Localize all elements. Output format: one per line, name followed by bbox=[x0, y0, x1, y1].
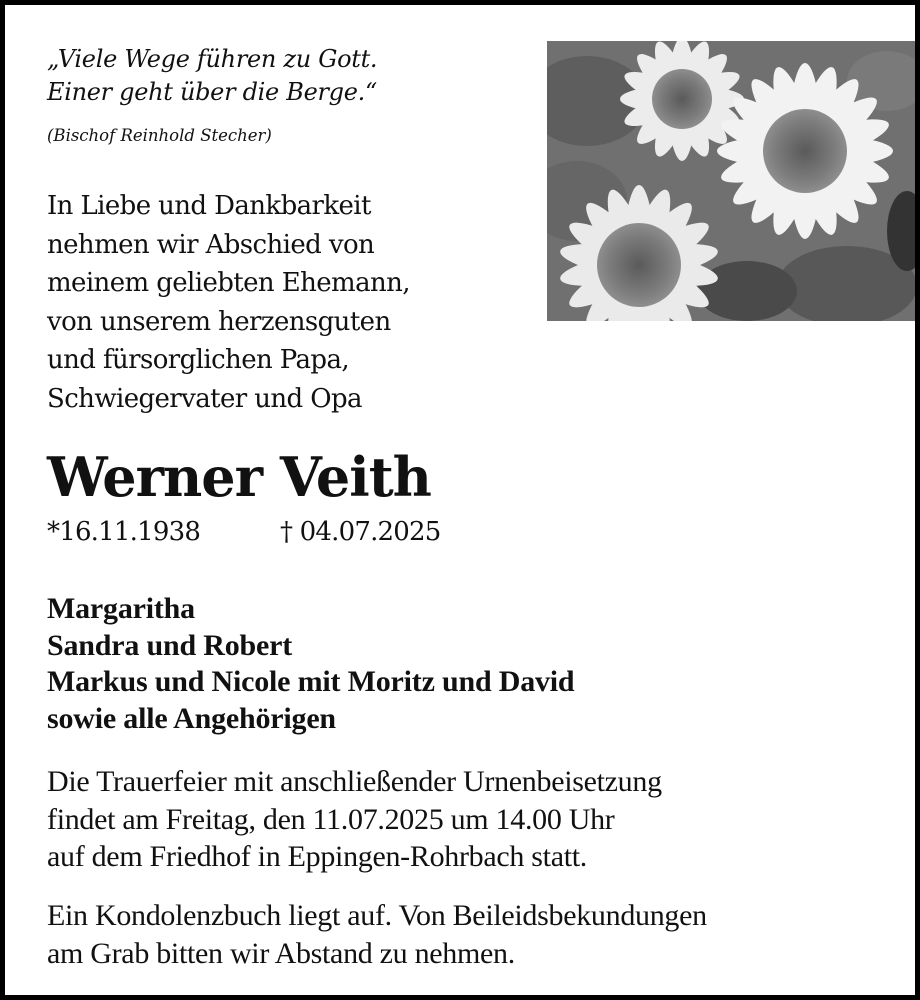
obituary-notice bbox=[5, 5, 915, 995]
note-line: am Grab bitten wir Abstand zu nehmen. bbox=[47, 936, 515, 970]
mourner-line: Markus und Nicole mit Moritz und David bbox=[47, 665, 575, 698]
intro-line: von unserem herzensguten bbox=[47, 306, 391, 337]
intro-text bbox=[47, 187, 410, 418]
mourners-list bbox=[47, 591, 574, 737]
death-date: † 04.07.2025 bbox=[280, 517, 441, 547]
ceremony-line: Die Trauerfeier mit anschließender Urnenbeisetzung bbox=[47, 765, 662, 798]
intro-line: und fürsorglichen Papa, bbox=[47, 345, 350, 375]
mourner-line: sowie alle Angehörigen bbox=[47, 701, 336, 735]
ceremony-line: findet am Freitag, den 11.07.2025 um 14.00 Uhr bbox=[47, 802, 615, 836]
intro-line: Schwiegervater und Opa bbox=[47, 383, 362, 414]
ceremony-line: auf dem Friedhof in Eppingen-Rohrbach statt. bbox=[47, 840, 587, 873]
deceased-name: Werner Veith bbox=[47, 445, 431, 509]
mourner-line: Margaritha bbox=[47, 592, 195, 625]
life-dates bbox=[47, 515, 441, 549]
quote-author: (Bischof Reinhold Stecher) bbox=[47, 126, 272, 145]
intro-line: meinem geliebten Ehemann, bbox=[47, 268, 410, 298]
mourner-line: Sandra und Robert bbox=[47, 628, 292, 662]
condolence-note bbox=[47, 897, 707, 972]
quote-line: „Viele Wege führen zu Gott. bbox=[47, 45, 378, 73]
ceremony-info bbox=[47, 763, 662, 876]
quote bbox=[47, 43, 377, 109]
birth-date: *16.11.1938 bbox=[47, 517, 201, 547]
quote-line: Einer geht über die Berge.“ bbox=[47, 78, 377, 106]
intro-line: In Liebe und Dankbarkeit bbox=[47, 191, 371, 221]
note-line: Ein Kondolenzbuch liegt auf. Von Beileidsbekundungen bbox=[47, 899, 707, 932]
intro-line: nehmen wir Abschied von bbox=[47, 229, 375, 260]
sunflower-image-icon bbox=[547, 41, 915, 321]
sunflower-photo bbox=[547, 41, 915, 321]
